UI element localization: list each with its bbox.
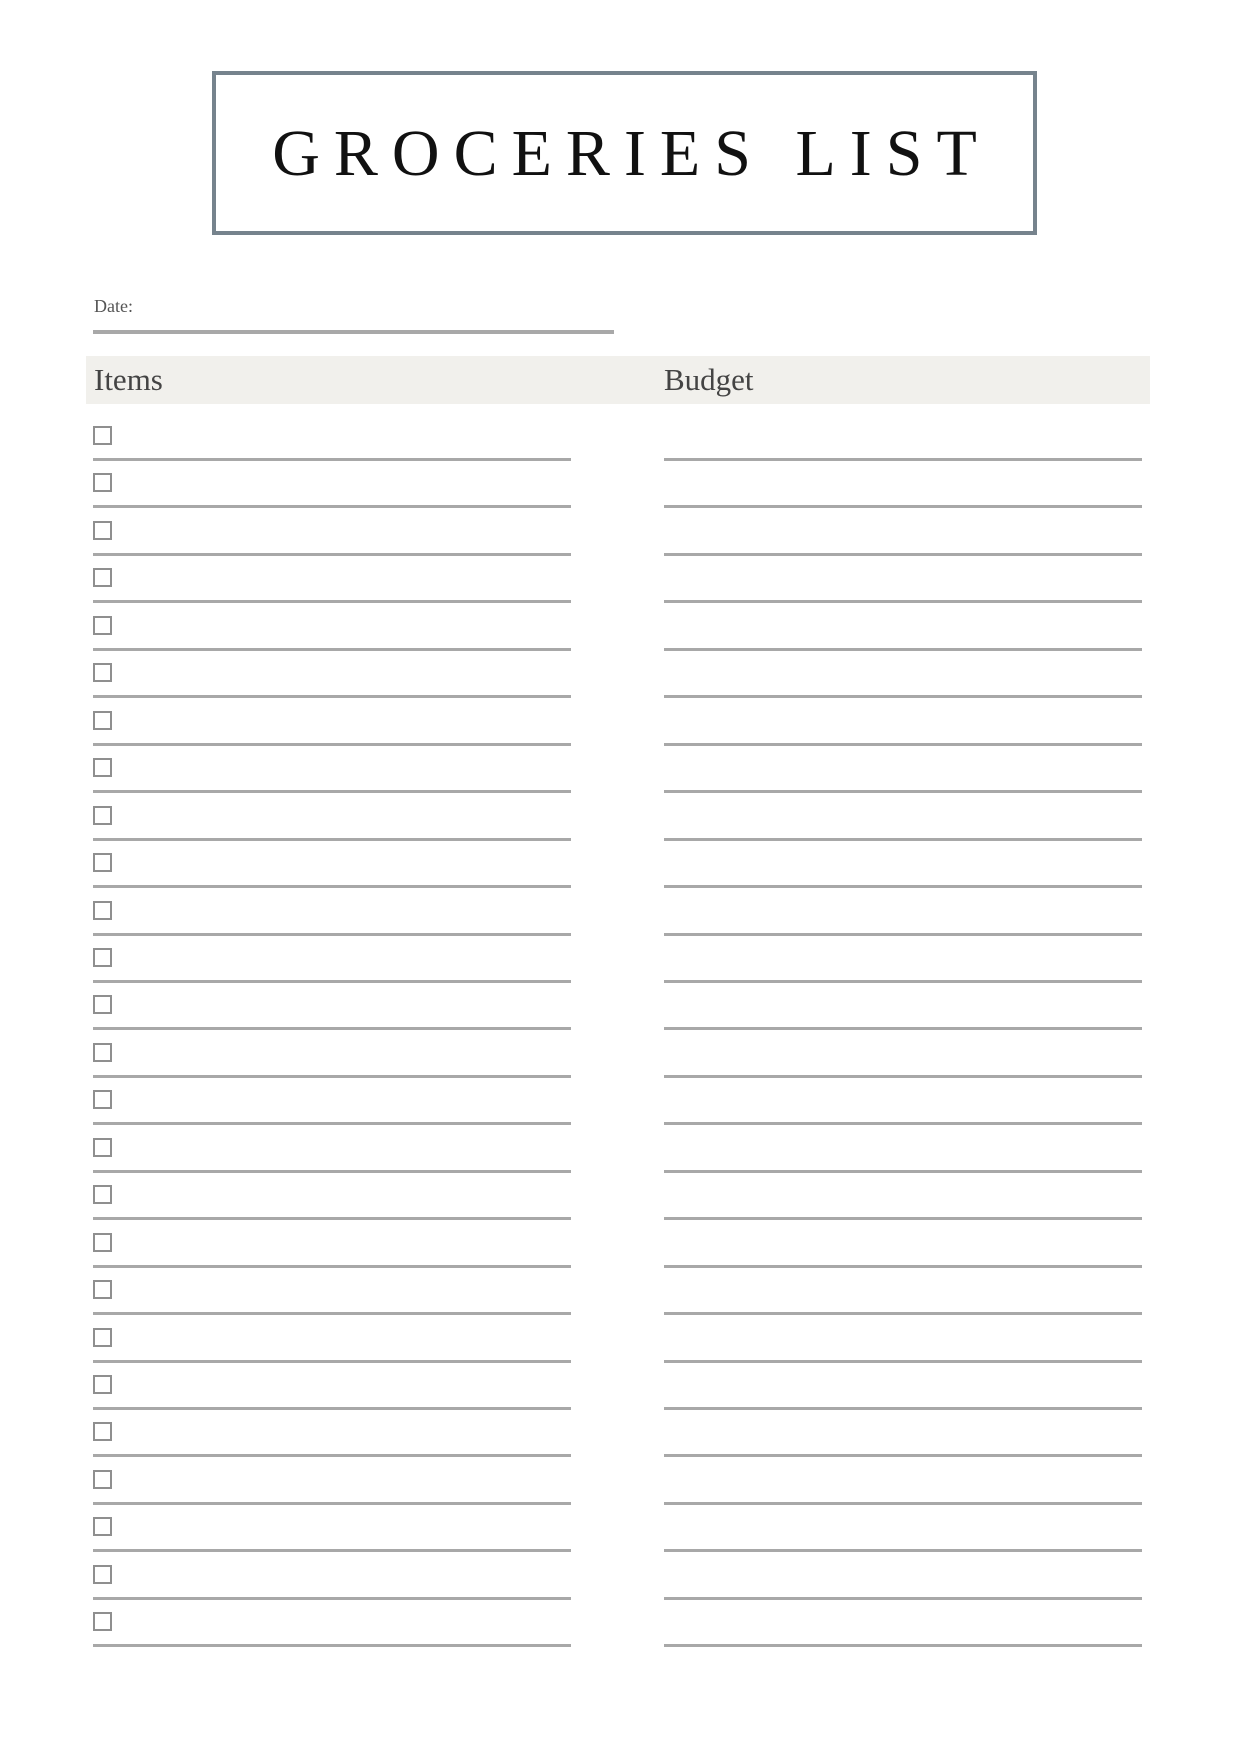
budget-entry-line[interactable] (664, 1360, 1142, 1363)
item-entry-line[interactable] (93, 553, 571, 556)
row-checkbox[interactable] (93, 1470, 112, 1489)
item-entry-line[interactable] (93, 1597, 571, 1600)
row-checkbox[interactable] (93, 426, 112, 445)
row-checkbox[interactable] (93, 1185, 112, 1204)
items-column-header: Items (94, 362, 163, 397)
budget-entry-line[interactable] (664, 600, 1142, 603)
budget-entry-line[interactable] (664, 1027, 1142, 1030)
item-entry-line[interactable] (93, 1454, 571, 1457)
date-label: Date: (94, 296, 133, 316)
budget-entry-line[interactable] (664, 695, 1142, 698)
budget-entry-line[interactable] (664, 980, 1142, 983)
row-checkbox[interactable] (93, 806, 112, 825)
budget-entry-line[interactable] (664, 1502, 1142, 1505)
item-entry-line[interactable] (93, 1122, 571, 1125)
budget-entry-line[interactable] (664, 1454, 1142, 1457)
budget-entry-line[interactable] (664, 1312, 1142, 1315)
item-entry-line[interactable] (93, 933, 571, 936)
budget-entry-line[interactable] (664, 1170, 1142, 1173)
row-checkbox[interactable] (93, 853, 112, 872)
row-checkbox[interactable] (93, 948, 112, 967)
item-entry-line[interactable] (93, 695, 571, 698)
row-checkbox[interactable] (93, 1422, 112, 1441)
item-entry-line[interactable] (93, 1027, 571, 1030)
row-checkbox[interactable] (93, 616, 112, 635)
budget-entry-line[interactable] (664, 1644, 1142, 1647)
budget-entry-line[interactable] (664, 1217, 1142, 1220)
row-checkbox[interactable] (93, 711, 112, 730)
row-checkbox[interactable] (93, 1328, 112, 1347)
item-entry-line[interactable] (93, 1502, 571, 1505)
item-entry-line[interactable] (93, 1075, 571, 1078)
budget-entry-line[interactable] (664, 1075, 1142, 1078)
row-checkbox[interactable] (93, 663, 112, 682)
budget-entry-line[interactable] (664, 933, 1142, 936)
item-entry-line[interactable] (93, 1360, 571, 1363)
item-entry-line[interactable] (93, 790, 571, 793)
row-checkbox[interactable] (93, 568, 112, 587)
budget-entry-line[interactable] (664, 1122, 1142, 1125)
column-header-band (86, 356, 1150, 404)
item-entry-line[interactable] (93, 743, 571, 746)
budget-entry-line[interactable] (664, 1265, 1142, 1268)
item-entry-line[interactable] (93, 1312, 571, 1315)
row-checkbox[interactable] (93, 995, 112, 1014)
row-checkbox[interactable] (93, 1043, 112, 1062)
row-checkbox[interactable] (93, 1280, 112, 1299)
budget-entry-line[interactable] (664, 458, 1142, 461)
row-checkbox[interactable] (93, 521, 112, 540)
item-entry-line[interactable] (93, 885, 571, 888)
item-entry-line[interactable] (93, 980, 571, 983)
budget-entry-line[interactable] (664, 1597, 1142, 1600)
budget-column-header: Budget (664, 362, 754, 397)
item-entry-line[interactable] (93, 1407, 571, 1410)
budget-entry-line[interactable] (664, 885, 1142, 888)
budget-entry-line[interactable] (664, 790, 1142, 793)
item-entry-line[interactable] (93, 1170, 571, 1173)
row-checkbox[interactable] (93, 1565, 112, 1584)
item-entry-line[interactable] (93, 648, 571, 651)
row-checkbox[interactable] (93, 473, 112, 492)
budget-entry-line[interactable] (664, 1549, 1142, 1552)
budget-entry-line[interactable] (664, 648, 1142, 651)
row-checkbox[interactable] (93, 1517, 112, 1536)
item-entry-line[interactable] (93, 838, 571, 841)
row-checkbox[interactable] (93, 901, 112, 920)
item-entry-line[interactable] (93, 1549, 571, 1552)
row-checkbox[interactable] (93, 1375, 112, 1394)
budget-entry-line[interactable] (664, 1407, 1142, 1410)
budget-entry-line[interactable] (664, 838, 1142, 841)
row-checkbox[interactable] (93, 758, 112, 777)
page-title: GROCERIES LIST (272, 117, 991, 190)
row-checkbox[interactable] (93, 1090, 112, 1109)
item-entry-line[interactable] (93, 458, 571, 461)
budget-entry-line[interactable] (664, 553, 1142, 556)
budget-entry-line[interactable] (664, 505, 1142, 508)
row-checkbox[interactable] (93, 1233, 112, 1252)
title-box (212, 71, 1037, 235)
row-checkbox[interactable] (93, 1612, 112, 1631)
date-field-line[interactable] (93, 330, 614, 334)
item-entry-line[interactable] (93, 1217, 571, 1220)
item-entry-line[interactable] (93, 505, 571, 508)
budget-entry-line[interactable] (664, 743, 1142, 746)
item-entry-line[interactable] (93, 1644, 571, 1647)
row-checkbox[interactable] (93, 1138, 112, 1157)
item-entry-line[interactable] (93, 600, 571, 603)
item-entry-line[interactable] (93, 1265, 571, 1268)
